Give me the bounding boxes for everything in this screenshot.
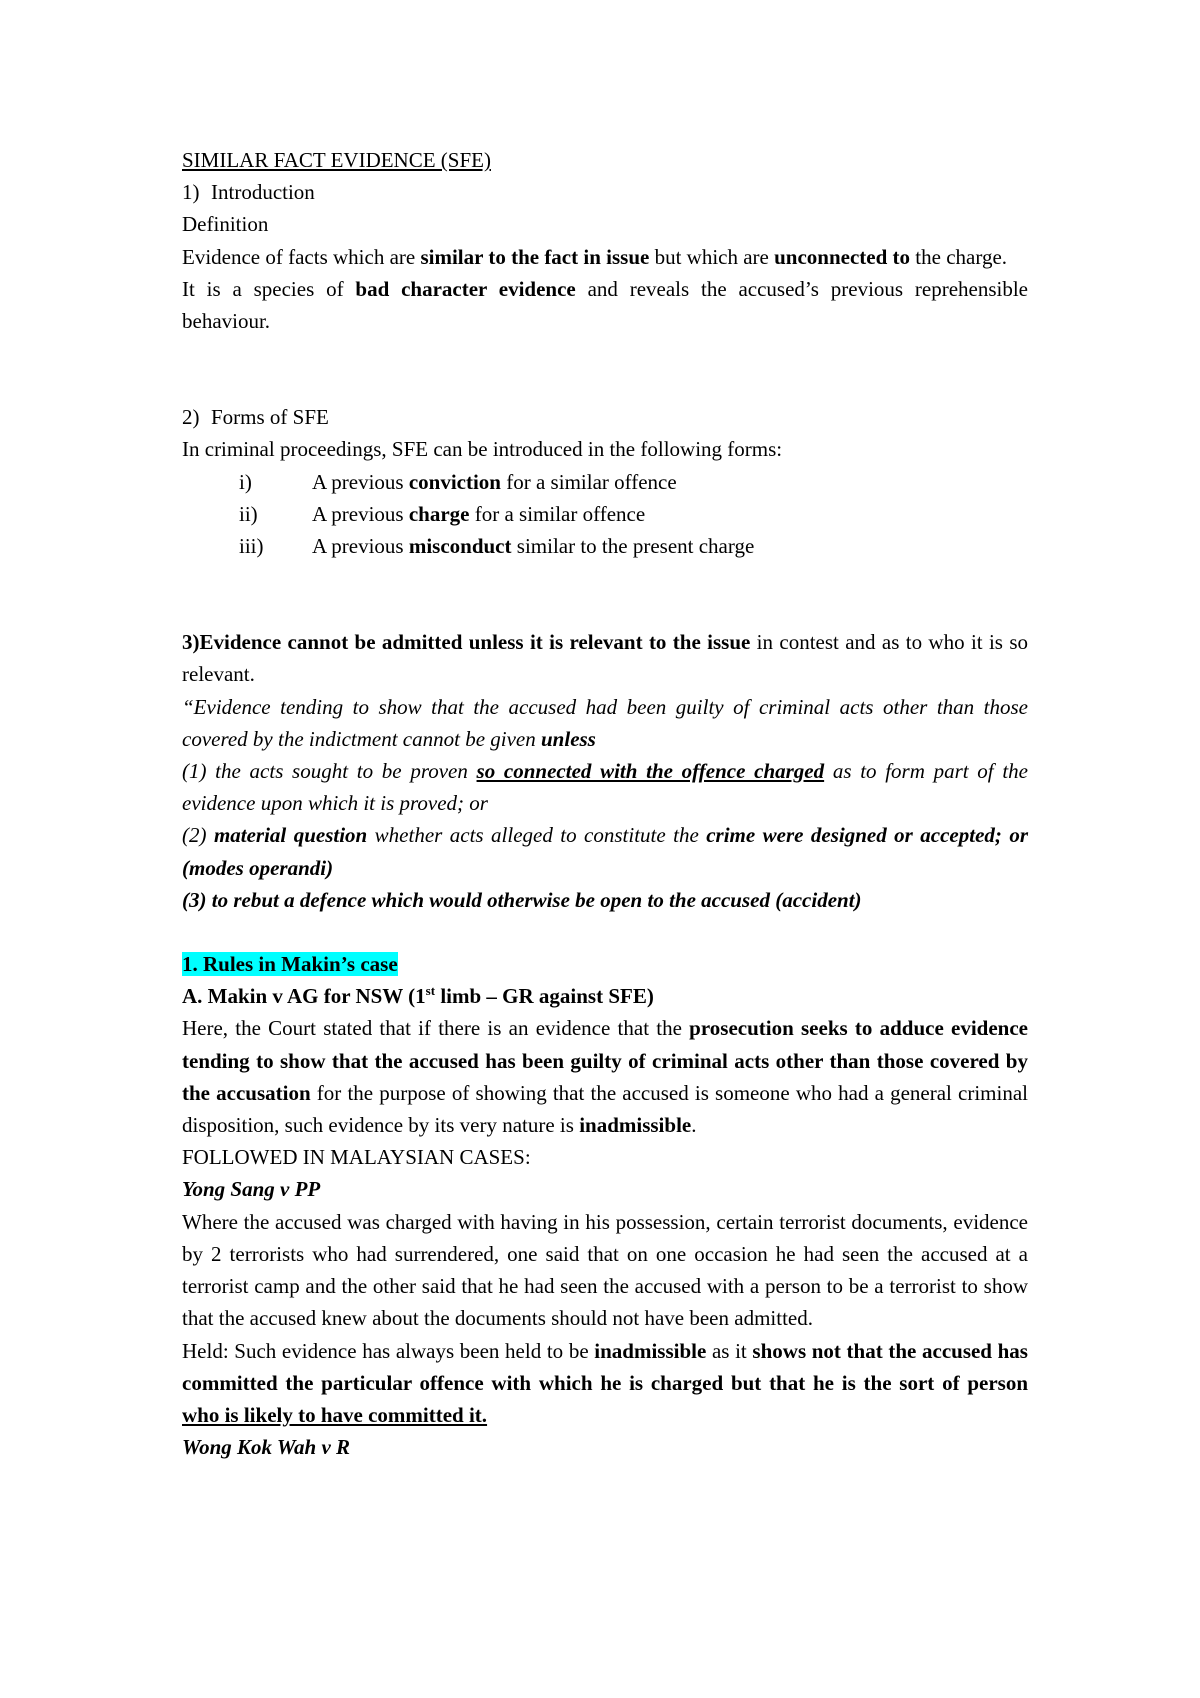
definition-label: [182, 208, 1028, 240]
condition-3-bold: (3) to rebut a defence which would otherwise be open to the accused (accident): [182, 887, 862, 912]
definition-label-text: Definition: [182, 212, 269, 237]
held-text-1: Held: Such evidence has always been held to be: [182, 1338, 595, 1363]
condition-1-text-2: as to form part of the evidence upon which it is proved; or: [182, 759, 1028, 816]
spacer: [182, 337, 1028, 401]
species-text-1: It is a species of: [182, 276, 356, 301]
held-text-2: as it: [706, 1338, 753, 1363]
section-1-heading: [182, 176, 1028, 208]
makin-subheading-text-2: limb – GR against SFE): [435, 984, 654, 1009]
condition-2-text: (2): [182, 823, 214, 848]
case-wong-kok-wah: [182, 1431, 1028, 1463]
makin-text-2: for the purpose of showing that the accused is someone who had a general criminal disposition, such evidence by its very nature is: [182, 1080, 1029, 1138]
form-item-bold: charge: [408, 501, 470, 526]
rules-heading: [182, 948, 1028, 980]
form-item-conviction: [182, 466, 1028, 498]
form-item-text: A previous: [312, 534, 409, 559]
section-1-title: Introduction: [211, 180, 315, 205]
form-item-number: ii): [239, 501, 258, 526]
condition-2-text-2: whether acts alleged to constitute the: [367, 823, 707, 848]
forms-intro-text: In criminal proceedings, SFE can be introduced in the following forms:: [182, 437, 783, 462]
title-text: SIMILAR FACT EVIDENCE (SFE): [182, 148, 491, 172]
section-2-number: 2): [182, 405, 200, 430]
spacer: [182, 562, 1028, 626]
condition-3: [182, 884, 1028, 916]
form-item-number: i): [239, 469, 252, 494]
held-bold-1: inadmissible: [594, 1338, 707, 1363]
quote-text: “Evidence tending to show that the accused had been guilty of criminal acts other than those covered by the indictment cannot be given: [182, 694, 1028, 751]
held-bold-2: shows not that the accused has committed the particular offence with which he is charged but that he is the sort of person: [182, 1338, 1028, 1395]
condition-2: [182, 819, 1028, 883]
section-3-text: in contest and as to who it is so relevant.: [182, 630, 1028, 687]
condition-1: [182, 755, 1028, 819]
condition-2-bold-2: crime were designed or accepted; or (modes operandi): [182, 823, 1029, 880]
yong-sang-paragraph: [182, 1206, 1028, 1335]
held-paragraph: [182, 1335, 1028, 1432]
form-item-misconduct: [182, 530, 1028, 562]
section-2-heading: [182, 401, 1028, 433]
followed-label: [182, 1141, 1028, 1173]
species-text-2: and reveals the accused’s previous reprehensible behaviour.: [182, 276, 1029, 334]
case-yong-sang: [182, 1173, 1028, 1205]
quote-bold: unless: [541, 726, 596, 751]
definition-text-1: Evidence of facts which are: [182, 244, 421, 269]
section-2-title: Forms of SFE: [211, 405, 329, 430]
definition-bold-2: unconnected to: [774, 244, 911, 269]
makin-subheading: [182, 980, 1028, 1012]
makin-text-1: Here, the Court stated that if there is an evidence that the: [182, 1016, 690, 1041]
section-1-number: 1): [182, 180, 200, 205]
form-item-text: for a similar offence: [469, 501, 646, 526]
section-3-bold: 3)Evidence cannot be admitted unless it is relevant to the issue: [182, 630, 751, 655]
form-item-text: A previous: [312, 469, 409, 494]
followed-label-text: FOLLOWED IN MALAYSIAN CASES:: [182, 1145, 531, 1170]
form-item-text: for a similar offence: [501, 469, 677, 494]
definition-text-2: but which are: [649, 244, 775, 269]
form-item-charge: [182, 498, 1028, 530]
makin-bold-1: prosecution seeks to adduce evidence tending to show that the accused has been guilty of criminal acts other than those covered by the accusation: [182, 1016, 1029, 1105]
document-body: [182, 144, 1028, 1463]
form-item-bold: conviction: [408, 469, 501, 494]
species-paragraph: [182, 273, 1028, 337]
case-wong-kok-wah-title: Wong Kok Wah v R: [182, 1435, 351, 1460]
rules-heading-text: 1. Rules in Makin’s case: [182, 952, 398, 977]
form-item-text: A previous: [312, 501, 409, 526]
definition-text-3: the charge.: [910, 244, 1008, 269]
spacer: [182, 916, 1028, 948]
form-item-bold: misconduct: [408, 534, 512, 559]
makin-superscript: st: [425, 983, 436, 999]
definition-paragraph: [182, 241, 1028, 273]
makin-bold-2: inadmissible: [579, 1113, 692, 1138]
definition-bold-1: similar to the fact in issue: [420, 244, 650, 269]
document-title: [182, 144, 1028, 176]
case-yong-sang-title: Yong Sang v PP: [182, 1177, 321, 1202]
section-3-paragraph: [182, 626, 1028, 690]
species-bold: bad character evidence: [355, 276, 576, 301]
forms-intro: [182, 433, 1028, 465]
form-item-number: iii): [239, 534, 264, 559]
condition-2-bold: material question: [213, 823, 368, 848]
makin-subheading-text: A. Makin v AG for NSW (1: [182, 984, 426, 1009]
yong-sang-text: Where the accused was charged with having in his possession, certain terrorist documents, evidence by 2 terrorists who had surrendered, one said that on one occasion he had seen the accused at a terrorist camp and the other said that he had seen the accused with a person to be a terrorist to show that the accused knew about the documents should not have been admitted.: [182, 1209, 1028, 1331]
condition-1-bold-underline: so connected with the offence charged: [476, 759, 825, 784]
held-bold-underline: who is likely to have committed it.: [182, 1402, 488, 1427]
form-item-text: similar to the present charge: [511, 534, 755, 559]
quote-paragraph: [182, 691, 1028, 755]
makin-text-3: .: [691, 1113, 697, 1138]
makin-paragraph: [182, 1012, 1028, 1141]
condition-1-text: (1) the acts sought to be proven: [182, 759, 477, 784]
